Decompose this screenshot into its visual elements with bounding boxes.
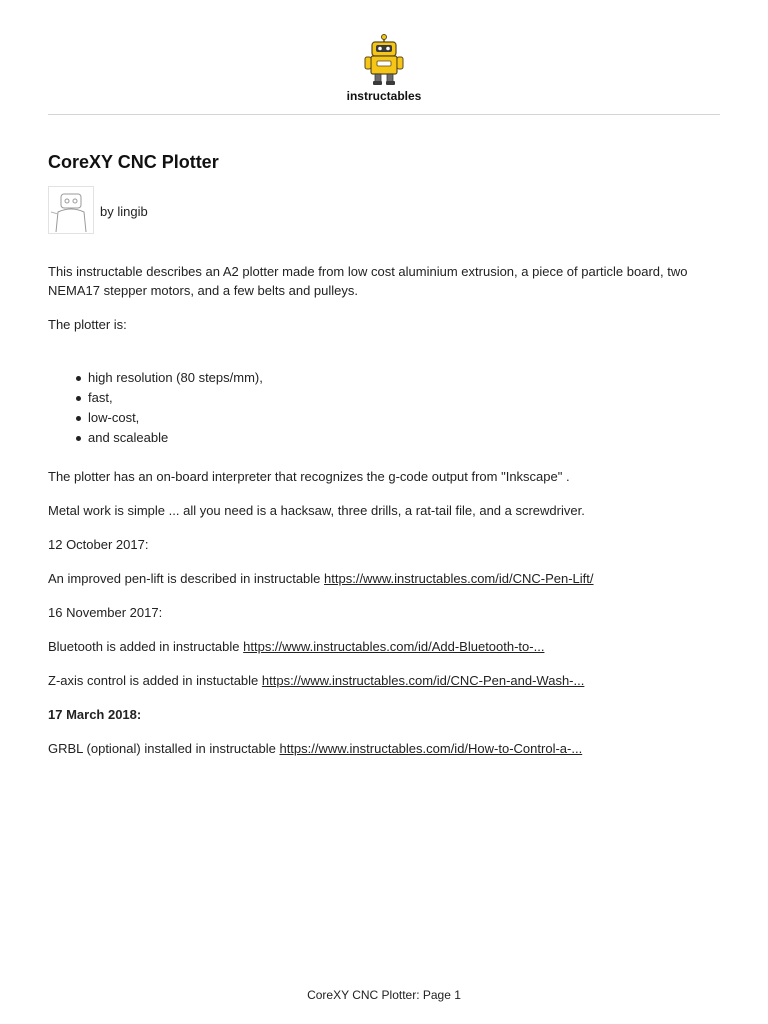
intro-paragraph: This instructable describes an A2 plotter made from low cost aluminium extrusion, a piece of particle board, two NEMA17 stepper motors, and a few belts and pulleys. (48, 264, 688, 298)
bluetooth-text: Bluetooth is added in instructable (48, 639, 244, 654)
update-date-2: 16 November 2017: (48, 605, 163, 620)
plotter-is-label: The plotter is: (48, 317, 127, 332)
author-avatar[interactable] (48, 186, 94, 234)
page-header (0, 0, 768, 115)
metalwork-paragraph: Metal work is simple ... all you need is a hacksaw, three drills, a rat-tail file, and a screwdriver. (48, 503, 585, 518)
penlift-link[interactable]: https://www.instructables.com/id/CNC-Pen-Lift/ (324, 571, 594, 586)
feature-list (48, 368, 720, 448)
grbl-paragraph (48, 739, 720, 758)
update-date-1: 12 October 2017: (48, 537, 149, 552)
list-item: high resolution (80 steps/mm), (88, 368, 720, 388)
instructables-robot-logo-icon[interactable] (362, 34, 406, 86)
author-byline[interactable]: by lingib (100, 204, 148, 219)
bluetooth-paragraph (48, 637, 720, 656)
header-divider (48, 114, 720, 115)
grbl-link[interactable]: https://www.instructables.com/id/How-to-Control-a-... (279, 741, 583, 756)
list-item: fast, (88, 388, 720, 408)
zaxis-text: Z-axis control is added in instuctable (48, 673, 262, 688)
article-body (48, 262, 720, 773)
page-title: CoreXY CNC Plotter (48, 152, 219, 172)
zaxis-paragraph (48, 671, 720, 690)
page-footer: CoreXY CNC Plotter: Page 1 (307, 988, 461, 1002)
update-date-3: 17 March 2018: (48, 707, 142, 722)
penlift-paragraph (48, 569, 720, 588)
list-item: and scaleable (88, 428, 720, 448)
grbl-text: GRBL (optional) installed in instructable (48, 741, 280, 756)
bluetooth-link[interactable]: https://www.instructables.com/id/Add-Bluetooth-to-... (243, 639, 545, 654)
penlift-text: An improved pen-lift is described in instructable (48, 571, 325, 586)
brand-name[interactable]: instructables (346, 89, 422, 103)
list-item: low-cost, (88, 408, 720, 428)
interpreter-paragraph: The plotter has an on-board interpreter that recognizes the g-code output from "Inkscape" . (48, 469, 570, 484)
zaxis-link[interactable]: https://www.instructables.com/id/CNC-Pen-and-Wash-... (261, 673, 585, 688)
